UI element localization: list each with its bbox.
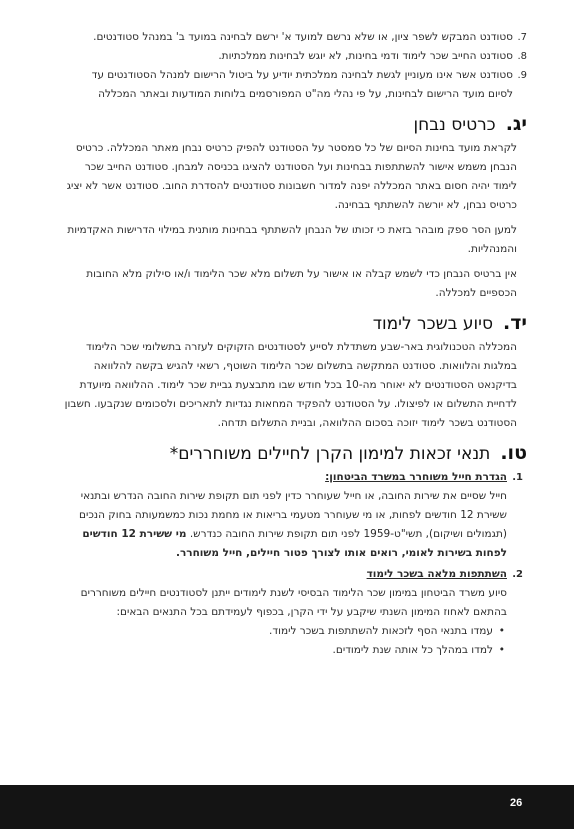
subsection-title: הגדרת חייל משוחרר במשרד הביטחון:	[325, 471, 507, 483]
item-number: 7.	[517, 32, 527, 43]
list-item: • עמדו בתנאי הסף לזכאות להשתתפות בשכר לימוד.	[64, 622, 507, 641]
subsection-1	[64, 468, 527, 563]
paragraph: המכללה הטכנולוגית באר-שבע משתדלת לסייע לסטודנטים הזקוקים לעזרה בתשלומי שכר הלימוד במלגות והלוואות. סטודנט המתקשה בתשלום שכר הלימוד השוטף, רשאי להגיש בקשה להלוואה בדיקנאט הסטודנטים לא יאוחר מה-10 בכל חודש שבו מתבצעת גביית שכר לימוד. ההלוואה מיועדת לדחיית התשלום או לפיצולו. על הסטודנט להפקיד המחאות נגדיות לתאריכים ולסכומים שנקבעו. חשבון הסטודנט בשכר לימוד יזוכה בסכום ההלוואה, ובניית התשלום תדחה.	[64, 341, 517, 429]
subsection-bold-text: מי ששירת 12 חודשים לפחות בשירות לאומי, רואים אותו לצורך פטור חיילים, חייל משוחרר.	[82, 528, 507, 559]
subsection-text: חייל שסיים את שירות החובה, או חייל שעוחרר כדין לפני תום תקופת שירות החובה הנדרש ובתנאי ששירת 12 חודשים לפחות, או מי שעוחרר מטעמי בריאות או מחמת נכות כמשמעותה בחוק הנכים (תגמולים ושיקום), תשי"ט-1959 לפני תום תקופת שירות החובה כנדרש.	[79, 490, 507, 540]
section-letter: יד.	[503, 312, 527, 334]
section-heading-soldiers-fund	[64, 442, 527, 464]
paragraph: אין ברטיס הנבחן כדי לשמש קבלה או אישור על תשלום מלא שכר הלימוד ו/או סילוק מלא החובות הכספיים למכללה.	[86, 268, 517, 299]
subsection-title: השתתפות מלאה בשכר לימוד	[366, 568, 507, 580]
item-text: סטודנט אשר אינו מעוניין לגשת לבחינה ממלכתית יודיע על ביטול הרישום למנהל הסטודנטים עד לסיום מועד הרישום לבחינות, על פי נהלי מה"ט המפורסמים בלוחות המודעות ובאתר המכללה	[91, 69, 513, 100]
section-heading-tuition-aid	[64, 312, 527, 334]
exam-card-body	[64, 139, 527, 303]
section-title: כרטיס נבחן	[413, 115, 496, 135]
page-number: 26	[510, 797, 523, 809]
intro-item-8	[64, 47, 527, 66]
paragraph: לקראת מועד בחינות הסיום של כל סמסטר על הסטודנט להפיק כרטיס נבחן מאתר המכללה. כרטיס הנבחן משמש אישור להשתתפות בבחינות ועל הסטודנט להציגו בכניסה למבחן. סטודנט החייב שכר לימוד יהיה חסום באתר המכללה יפנה למדור חשבונות סטודנטים להסדרת החוב. סטודנט אשר לא יציג כרטיס נבחן, לא יורשה להשתתף בבחינה.	[66, 142, 517, 211]
subsection-number: 1.	[512, 472, 523, 483]
intro-item-7	[64, 28, 527, 47]
item-text: סטודנט החייב שכר לימוד ודמי בחינות, לא יוגש לבחינות ממלכתיות.	[218, 50, 513, 62]
item-number: 8.	[517, 51, 527, 62]
item-number: 9.	[517, 70, 527, 81]
intro-item-9	[64, 66, 527, 104]
section-title: תנאי זכאות למימון הקרן לחיילים משוחררים*	[169, 444, 491, 464]
subsection-2	[64, 565, 527, 660]
paragraph: למען הסר ספק מובהר בזאת כי זכותו של הנבחן להשתתף בבחינות מותנית במילוי הדרישות האקדמיות והמנהליות.	[67, 224, 517, 255]
section-title: סיוע בשכר לימוד	[372, 314, 494, 334]
section-letter: יג.	[505, 113, 527, 135]
list-item: • למדו במהלך כל אותה שנת לימודים.	[64, 641, 507, 660]
item-text: סטודנט המבקש לשפר ציון, או שלא נרשם למועד א' ירשם לבחינה במועד ב' במנהל סטודנטים.	[93, 31, 513, 43]
subsection-number: 2.	[512, 569, 523, 580]
page-content	[64, 28, 527, 660]
subsection-text: סיוע משרד הביטחון במימון שכר הלימוד הבסיסי לשנת לימודים ייתנן לסטודנטים חיילים משוחררים בהתאם לאחוז המימון השנתי שיקבע על ידי הקרן, בכפוף לעמידתם בכל התנאים הבאים:	[80, 587, 507, 618]
footer-bar	[0, 785, 574, 829]
conditions-list	[64, 622, 507, 660]
section-letter: טו.	[500, 442, 527, 464]
section-heading-exam-card	[64, 113, 527, 135]
tuition-aid-body	[64, 338, 527, 433]
